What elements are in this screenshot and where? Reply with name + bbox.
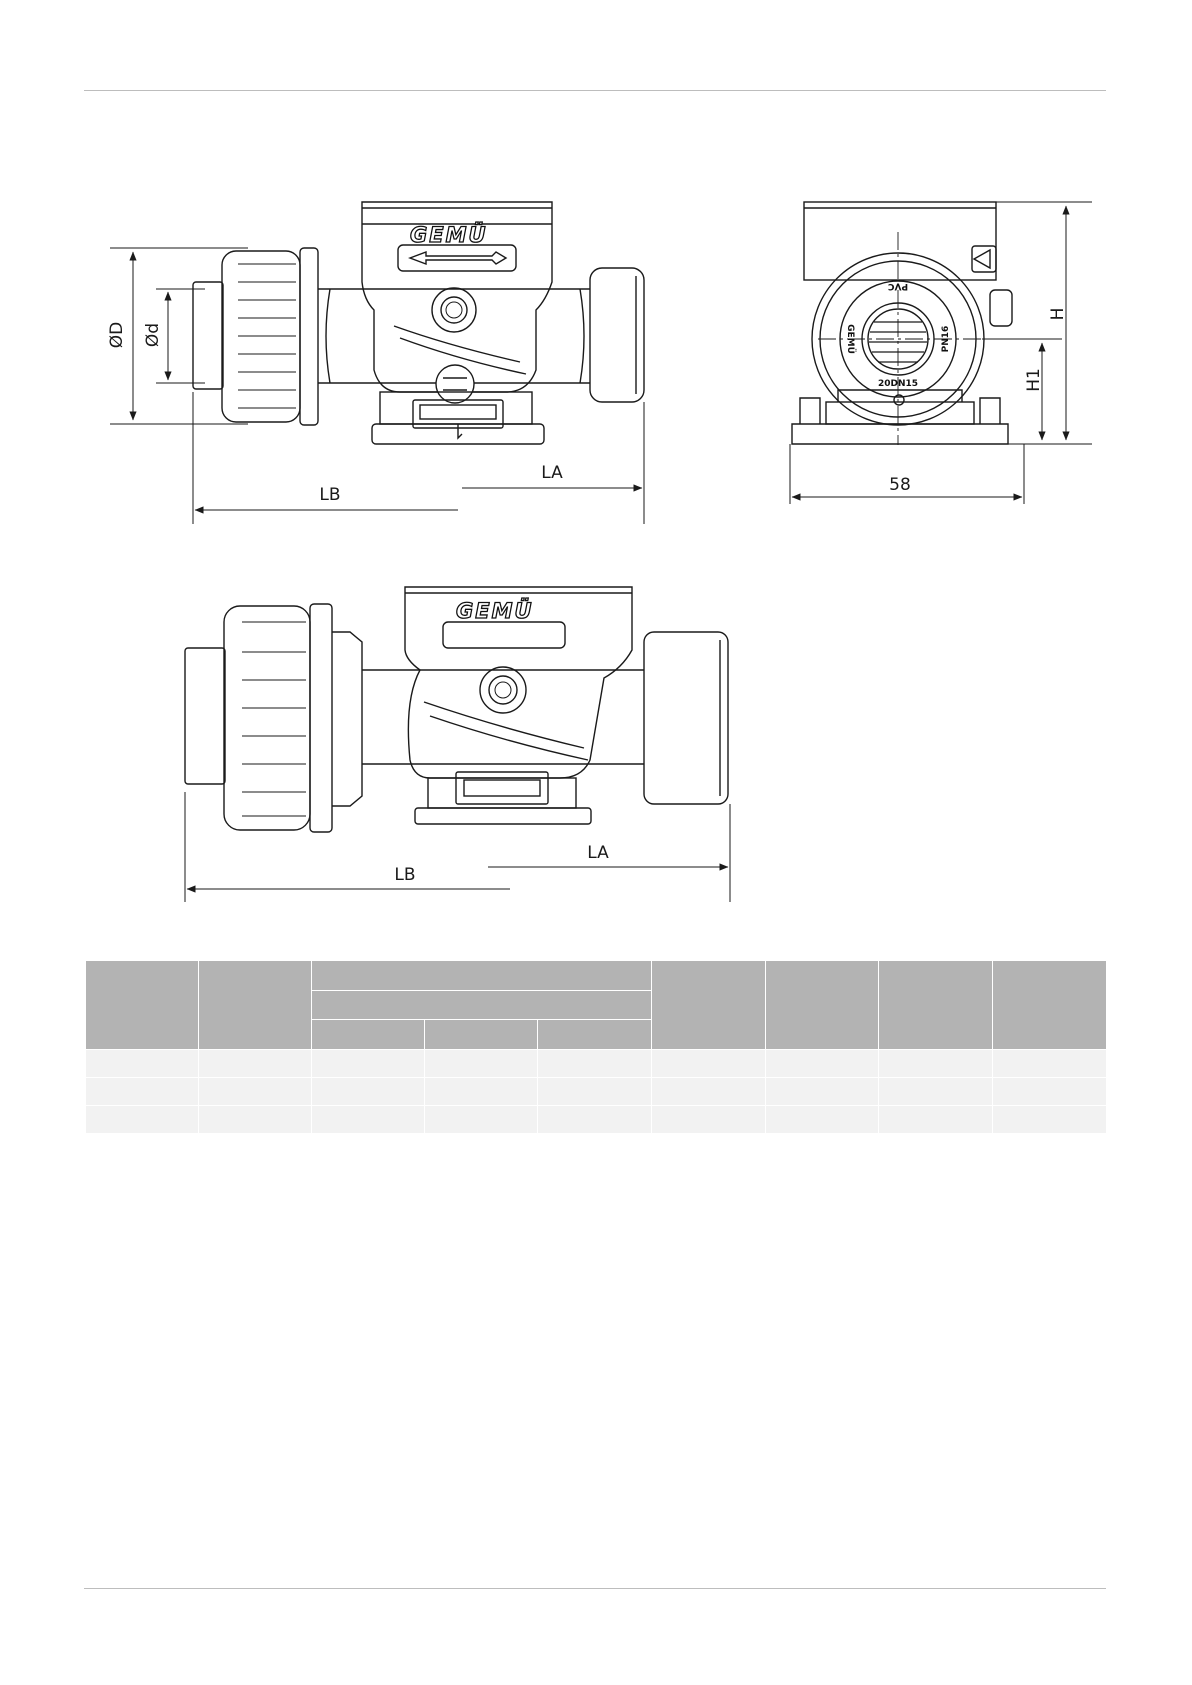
dim-height: H <box>1048 307 1068 321</box>
header-cell <box>879 961 993 1050</box>
dim-height-1: H1 <box>1024 368 1044 392</box>
table-cell <box>86 1078 199 1106</box>
table-cell <box>199 1078 312 1106</box>
table-cell <box>425 1106 538 1134</box>
lower-view-logo <box>456 598 534 623</box>
table-cell <box>652 1106 766 1134</box>
table-header-row <box>86 961 1107 991</box>
table-cell <box>766 1050 879 1078</box>
table-cell <box>879 1106 993 1134</box>
table-cell <box>425 1050 538 1078</box>
table-cell <box>538 1078 652 1106</box>
header-cell <box>312 1020 425 1050</box>
table-cell <box>538 1106 652 1134</box>
marking-pressure: PN16 <box>941 325 951 353</box>
header-cell <box>538 1020 652 1050</box>
header-cell <box>652 961 766 1050</box>
table-cell <box>312 1106 425 1134</box>
table-cell <box>879 1078 993 1106</box>
marking-brand: GEMÜ <box>845 324 855 354</box>
table-row <box>86 1050 1107 1078</box>
side-view-logo <box>410 222 488 247</box>
table-cell <box>199 1050 312 1078</box>
dim-lb-lower: LB <box>394 865 416 885</box>
front-view <box>792 202 1012 445</box>
table-cell <box>993 1106 1107 1134</box>
header-cell <box>993 961 1107 1050</box>
table-row <box>86 1106 1107 1134</box>
header-cell <box>425 1020 538 1050</box>
table-cell <box>86 1106 199 1134</box>
logo-text: GEMÜ <box>410 223 488 247</box>
table-cell <box>312 1050 425 1078</box>
lower-view <box>185 587 728 832</box>
header-group-cell <box>312 961 652 991</box>
logo-text-lower: GEMÜ <box>456 599 534 623</box>
dim-lb: LB <box>319 485 341 505</box>
table-cell <box>86 1050 199 1078</box>
header-cell <box>86 961 199 1050</box>
nut-ribs <box>238 264 296 408</box>
marking-material: PVC <box>887 281 909 291</box>
dim-outer-diameter: ØD <box>107 321 127 349</box>
table-cell <box>766 1078 879 1106</box>
table-cell <box>425 1078 538 1106</box>
dim-la-lower: LA <box>587 843 609 863</box>
header-subgroup-cell <box>312 991 652 1020</box>
header-cell <box>199 961 312 1050</box>
table-cell <box>879 1050 993 1078</box>
dimension-table <box>85 960 1107 1134</box>
table-cell <box>652 1078 766 1106</box>
dim-la: LA <box>541 463 563 483</box>
table-cell <box>199 1106 312 1134</box>
table-row <box>86 1078 1107 1106</box>
marking-size: 20DN15 <box>877 379 919 389</box>
table-cell <box>766 1106 879 1134</box>
table-cell <box>652 1050 766 1078</box>
nut-ribs-lower <box>242 622 306 816</box>
dim-width: 58 <box>889 475 911 495</box>
table-cell <box>993 1078 1107 1106</box>
table-cell <box>538 1050 652 1078</box>
header-cell <box>766 961 879 1050</box>
table-cell <box>993 1050 1107 1078</box>
table-cell <box>312 1078 425 1106</box>
dim-inner-diameter: Ød <box>143 322 163 348</box>
